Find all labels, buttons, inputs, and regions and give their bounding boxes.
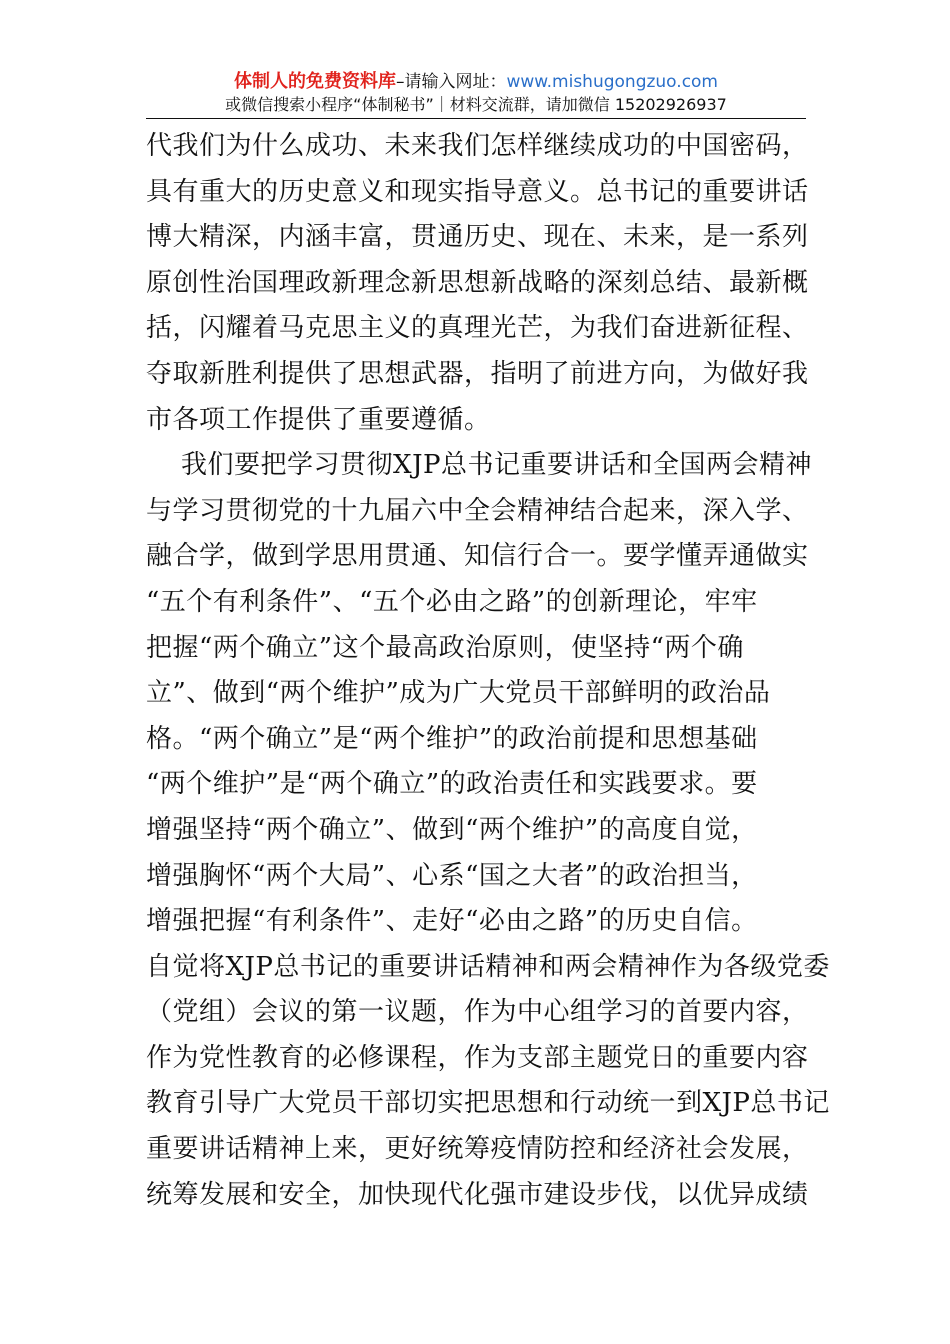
text-line: 作为党性教育的必修课程，作为支部主题党日的重要内容 [146, 1042, 809, 1073]
document-body [146, 124, 830, 1218]
text-line: 括，闪耀着马克思主义的真理光芒，为我们奋进新征程、 [146, 313, 809, 344]
header-brand: 体制人的免费资料库 [233, 71, 396, 92]
text-line: 重要讲话精神上来，更好统筹疫情防控和经济社会发展， [146, 1134, 809, 1165]
text-line: 博大精深，内涵丰富，贯通历史、现在、未来，是一系列 [146, 222, 809, 253]
text-line: 统筹发展和安全，加快现代化强市建设步伐，以优异成绩 [146, 1179, 809, 1210]
text-line: 我们要把学习贯彻XJP总书记重要讲话和全国两会精神 [146, 450, 812, 481]
text-line: “两个维护”是“两个确立”的政治责任和实践要求。要 [146, 769, 758, 800]
text-line: 增强胸怀“两个大局”、心系“国之大者”的政治担当， [146, 860, 758, 891]
text-line: 夺取新胜利提供了思想武器，指明了前进方向，为做好我 [146, 358, 809, 389]
text-line: 市各项工作提供了重要遵循。 [146, 404, 491, 435]
header-line-2: 或微信搜索小程序“体制秘书”｜材料交流群，请加微信 15202926937 [225, 95, 727, 114]
header-divider [146, 118, 806, 119]
text-line: （党组）会议的第一议题，作为中心组学习的首要内容， [146, 997, 809, 1028]
text-line: 教育引导广大党员干部切实把思想和行动统一到XJP总书记 [146, 1088, 830, 1119]
header-url-link[interactable]: www.mishugongzuo.com [506, 72, 718, 92]
text-line: 格。“两个确立”是“两个维护”的政治前提和思想基础 [146, 723, 758, 754]
text-line: 具有重大的历史意义和现实指导意义。总书记的重要讲话 [146, 176, 809, 207]
header-hint: –请输入网址： [395, 72, 507, 92]
text-line: 代我们为什么成功、未来我们怎样继续成功的中国密码， [146, 131, 809, 161]
header-line-1 [146, 70, 806, 94]
text-line: 原创性治国理政新理念新思想新战略的深刻总结、最新概 [146, 267, 809, 298]
text-line: 把握“两个确立”这个最高政治原则，使坚持“两个确 [146, 632, 744, 663]
text-line: 立”、做到“两个维护”成为广大党员干部鲜明的政治品 [146, 678, 771, 709]
text-line: 融合学，做到学思用贯通、知信行合一。要学懂弄通做实 [146, 541, 809, 572]
text-line: 增强把握“有利条件”、走好“必由之路”的历史自信。 [146, 906, 758, 937]
text-line: “五个有利条件”、“五个必由之路”的创新理论，牢牢 [146, 586, 758, 617]
text-line: 增强坚持“两个确立”、做到“两个维护”的高度自觉， [146, 814, 758, 845]
text-line: 与学习贯彻党的十九届六中全会精神结合起来，深入学、 [146, 495, 809, 526]
page-header [146, 70, 806, 116]
text-line: 自觉将XJP总书记的重要讲话精神和两会精神作为各级党委 [146, 951, 830, 982]
